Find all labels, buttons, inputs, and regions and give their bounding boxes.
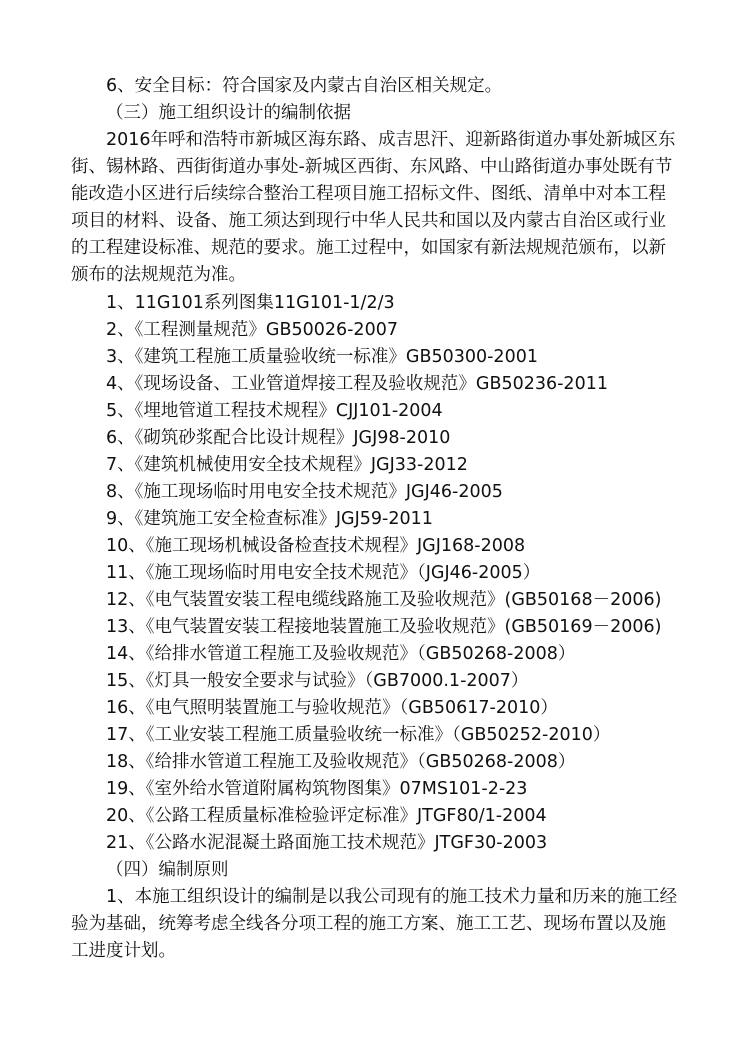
standard-item: 2、《工程测量规范》GB50026-2007 [106, 320, 398, 340]
intro-paragraph-line: 的工程建设标准、规范的要求。施工过程中，如国家有新法规规范颁布，以新 [71, 238, 666, 258]
section-heading-basis: （三）施工组织设计的编制依据 [106, 103, 351, 123]
standard-item: 12、《电气装置安装工程电缆线路施工及验收规范》(GB50168－2006) [106, 590, 662, 610]
standard-item: 21、《公路水泥混凝土路面施工技术规范》JTGF30-2003 [106, 833, 548, 853]
standard-item: 9、《建筑施工安全检查标准》JGJ59-2011 [106, 509, 433, 529]
principle-paragraph-line: 工进度计划。 [71, 941, 176, 961]
standard-item: 4、《现场设备、工业管道焊接工程及验收规范》GB50236-2011 [106, 374, 608, 394]
intro-paragraph-line: 颁布的法规规范为准。 [71, 265, 246, 285]
intro-paragraph-line: 能改造小区进行后续综合整治工程项目施工招标文件、图纸、清单中对本工程 [71, 184, 666, 204]
standard-item: 15、《灯具一般安全要求与试验》（GB7000.1-2007） [106, 671, 529, 691]
intro-paragraph-line: 街、锡林路、西街街道办事处-新城区西街、东风路、中山路街道办事处既有节 [71, 157, 673, 177]
standard-item: 3、《建筑工程施工质量验收统一标准》GB50300-2001 [106, 347, 538, 367]
standard-item: 10、《施工现场机械设备检查技术规程》JGJ168-2008 [106, 536, 526, 556]
standard-item: 14、《给排水管道工程施工及验收规范》（GB50268-2008） [106, 644, 576, 664]
standard-item: 16、《电气照明装置施工与验收规范》（GB50617-2010） [106, 698, 558, 718]
standard-item: 6、《砌筑砂浆配合比设计规程》JGJ98-2010 [106, 428, 451, 448]
standard-item: 5、《埋地管道工程技术规程》CJJ101-2004 [106, 401, 443, 421]
standard-item: 13、《电气装置安装工程接地装置施工及验收规范》(GB50169－2006) [106, 617, 662, 637]
standard-item: 19、《室外给水管道附属构筑物图集》07MS101-2-23 [106, 779, 528, 799]
standard-item: 18、《给排水管道工程施工及验收规范》（GB50268-2008） [106, 752, 576, 772]
principle-paragraph-line: 验为基础，统筹考虑全线各分项工程的施工方案、施工工艺、现场布置以及施 [71, 914, 666, 934]
standard-item: 17、《工业安装工程施工质量验收统一标准》（GB50252-2010） [106, 725, 611, 745]
standard-item: 11、《施工现场临时用电安全技术规范》（JGJ46-2005） [106, 563, 541, 583]
section-heading-principles: （四）编制原则 [106, 860, 229, 880]
standard-item: 7、《建筑机械使用安全技术规程》JGJ33-2012 [106, 455, 468, 475]
standard-item: 1、11G101系列图集11G101-1/2/3 [106, 293, 395, 313]
principle-paragraph-line: 1、本施工组织设计的编制是以我公司现有的施工技术力量和历来的施工经 [106, 887, 678, 907]
standard-item: 20、《公路工程质量标准检验评定标准》JTGF80/1-2004 [106, 806, 547, 826]
intro-paragraph-line: 项目的材料、设备、施工须达到现行中华人民共和国以及内蒙古自治区或行业 [71, 211, 666, 231]
standard-item: 8、《施工现场临时用电安全技术规范》JGJ46-2005 [106, 482, 503, 502]
intro-paragraph-line: 2016年呼和浩特市新城区海东路、成吉思汗、迎新路街道办事处新城区东 [106, 130, 676, 150]
safety-goal-item: 6、安全目标：符合国家及内蒙古自治区相关规定。 [106, 76, 503, 96]
